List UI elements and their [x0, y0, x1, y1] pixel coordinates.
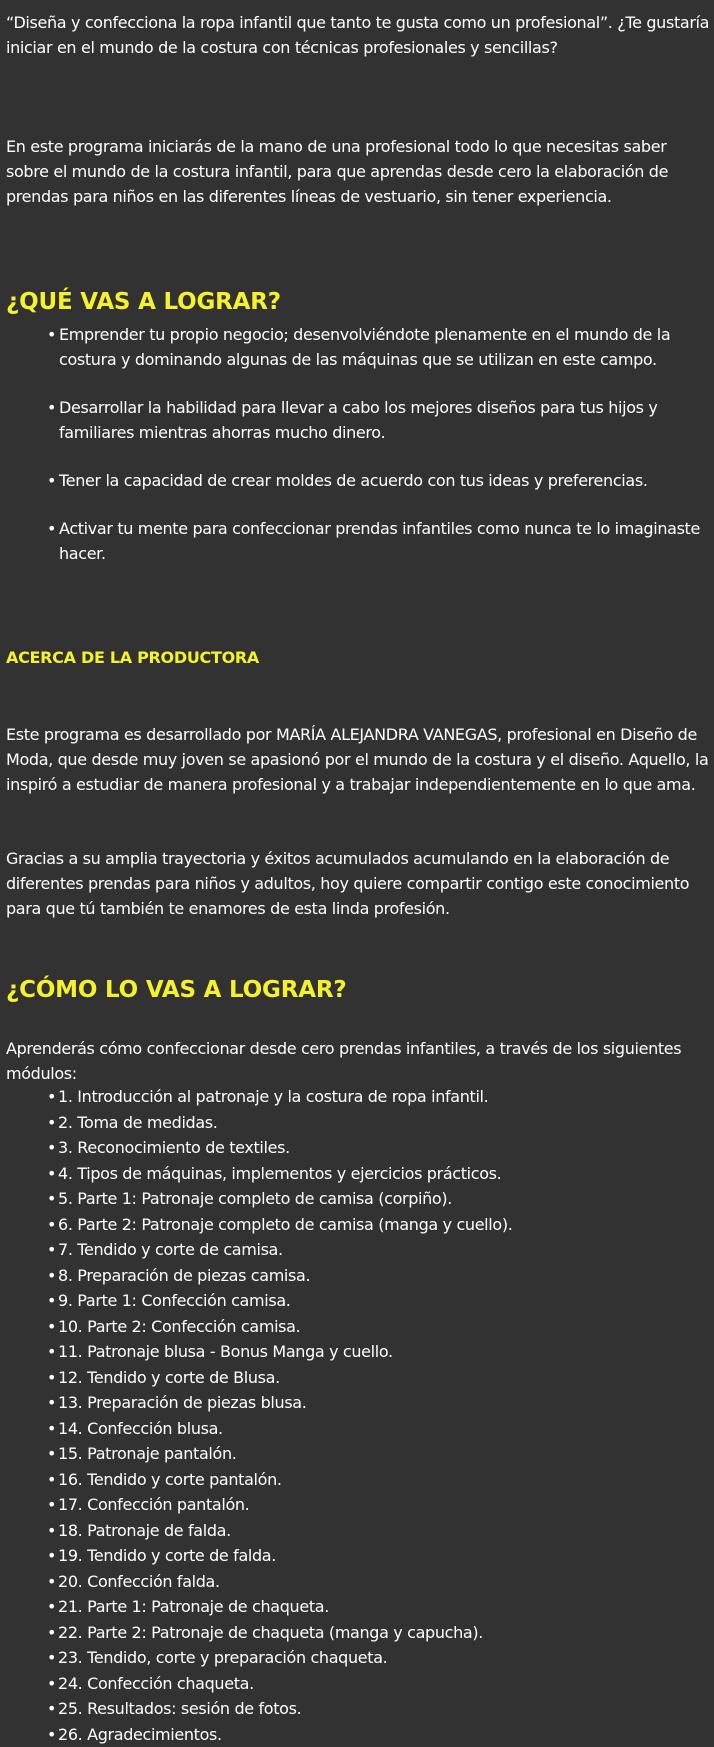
module-item: [0, 1314, 714, 1340]
module-item: [0, 1645, 714, 1671]
bullet: •: [47, 1671, 56, 1697]
module-item: [0, 1186, 714, 1212]
bullet: •: [47, 468, 56, 493]
bullet: •: [47, 1084, 56, 1110]
module-text: 24. Confección chaqueta.: [58, 1674, 254, 1693]
module-text: 1. Introducción al patronaje y la costura de ropa infantil.: [58, 1087, 488, 1106]
module-text: 10. Parte 2: Confección camisa.: [58, 1317, 300, 1336]
bullet: •: [47, 1135, 56, 1161]
module-text: 3. Reconocimiento de textiles.: [58, 1138, 290, 1157]
module-text: 5. Parte 1: Patronaje completo de camisa (corpiño).: [58, 1189, 452, 1208]
bullet: •: [47, 1161, 56, 1187]
bullet: •: [47, 1212, 56, 1238]
module-text: 26. Agradecimientos.: [58, 1725, 222, 1744]
bullet: •: [47, 395, 56, 420]
bullet: •: [47, 1416, 56, 1442]
bullet: •: [47, 1467, 56, 1493]
module-item: [0, 1263, 714, 1289]
module-item: [0, 1416, 714, 1442]
module-item: [0, 1569, 714, 1595]
bullet: •: [47, 1390, 56, 1416]
module-text: 25. Resultados: sesión de fotos.: [58, 1699, 301, 1718]
module-item: [0, 1543, 714, 1569]
bullet: •: [47, 1518, 56, 1544]
goals-list: [0, 322, 714, 566]
bullet: •: [47, 1696, 56, 1722]
module-text: 23. Tendido, corte y preparación chaqueta.: [58, 1648, 387, 1667]
module-item: [0, 1492, 714, 1518]
module-item: [0, 1594, 714, 1620]
module-text: 11. Patronaje blusa - Bonus Manga y cuello.: [58, 1342, 393, 1361]
modules-list: [0, 1084, 714, 1747]
module-item: [0, 1161, 714, 1187]
module-text: 20. Confección falda.: [58, 1572, 220, 1591]
intro-quote: “Diseña y confecciona la ropa infantil que tanto te gusta como un profesional”. ¿Te gustaría iniciar en el mundo de la costura con técnicas profesionales y sencillas?: [6, 10, 710, 60]
bullet: •: [47, 1722, 56, 1747]
goal-item: [0, 395, 714, 445]
module-item: [0, 1390, 714, 1416]
module-text: 4. Tipos de máquinas, implementos y ejercicios prácticos.: [58, 1164, 501, 1183]
module-text: 18. Patronaje de falda.: [58, 1521, 231, 1540]
module-text: 7. Tendido y corte de camisa.: [58, 1240, 283, 1259]
bullet: •: [47, 1314, 56, 1340]
module-item: [0, 1467, 714, 1493]
module-item: [0, 1441, 714, 1467]
module-text: 13. Preparación de piezas blusa.: [58, 1393, 307, 1412]
module-text: 15. Patronaje pantalón.: [58, 1444, 236, 1463]
producer-paragraph-1: Este programa es desarrollado por MARÍA ALEJANDRA VANEGAS, profesional en Diseño de Moda, que desde muy joven se apasionó por el mundo de la costura y el diseño. Aquello, la inspiró a estudiar de manera profesional y a trabajar independientemente en lo que ama.: [6, 722, 710, 797]
module-item: [0, 1288, 714, 1314]
module-text: 9. Parte 1: Confección camisa.: [58, 1291, 291, 1310]
producer-heading: ACERCA DE LA PRODUCTORA: [6, 647, 259, 669]
module-item: [0, 1237, 714, 1263]
goal-text: Tener la capacidad de crear moldes de acuerdo con tus ideas y preferencias.: [59, 471, 648, 490]
goals-heading: ¿QUÉ VAS A LOGRAR?: [6, 288, 281, 316]
bullet: •: [47, 1365, 56, 1391]
bullet: •: [47, 1186, 56, 1212]
bullet: •: [47, 1492, 56, 1518]
bullet: •: [47, 1645, 56, 1671]
bullet: •: [47, 1441, 56, 1467]
module-text: 2. Toma de medidas.: [58, 1113, 218, 1132]
module-text: 16. Tendido y corte pantalón.: [58, 1470, 282, 1489]
bullet: •: [47, 1543, 56, 1569]
how-heading: ¿CÓMO LO VAS A LOGRAR?: [6, 976, 346, 1004]
module-item: [0, 1365, 714, 1391]
module-text: 19. Tendido y corte de falda.: [58, 1546, 276, 1565]
module-item: [0, 1696, 714, 1722]
module-item: [0, 1084, 714, 1110]
module-text: 8. Preparación de piezas camisa.: [58, 1266, 310, 1285]
module-text: 14. Confección blusa.: [58, 1419, 223, 1438]
goal-item: [0, 322, 714, 372]
goal-text: Desarrollar la habilidad para llevar a cabo los mejores diseños para tus hijos y familiares mientras ahorras mucho dinero.: [59, 398, 658, 442]
bullet: •: [47, 1594, 56, 1620]
bullet: •: [47, 516, 56, 541]
module-text: 6. Parte 2: Patronaje completo de camisa (manga y cuello).: [58, 1215, 512, 1234]
bullet: •: [47, 1237, 56, 1263]
module-text: 22. Parte 2: Patronaje de chaqueta (manga y capucha).: [58, 1623, 483, 1642]
module-item: [0, 1722, 714, 1747]
module-item: [0, 1110, 714, 1136]
bullet: •: [47, 1110, 56, 1136]
goal-text: Emprender tu propio negocio; desenvolviéndote plenamente en el mundo de la costura y dominando algunas de las máquinas que se utilizan en este campo.: [59, 325, 670, 369]
module-item: [0, 1620, 714, 1646]
module-text: 12. Tendido y corte de Blusa.: [58, 1368, 280, 1387]
module-text: 21. Parte 1: Patronaje de chaqueta.: [58, 1597, 329, 1616]
module-text: 17. Confección pantalón.: [58, 1495, 249, 1514]
bullet: •: [47, 1288, 56, 1314]
bullet: •: [47, 322, 56, 347]
how-intro: Aprenderás cómo confeccionar desde cero prendas infantiles, a través de los siguientes módulos:: [6, 1036, 710, 1086]
module-item: [0, 1518, 714, 1544]
module-item: [0, 1671, 714, 1697]
goal-item: [0, 468, 714, 493]
intro-program: En este programa iniciarás de la mano de una profesional todo lo que necesitas saber sobre el mundo de la costura infantil, para que aprendas desde cero la elaboración de prendas para niños en las diferentes líneas de vestuario, sin tener experiencia.: [6, 134, 710, 209]
bullet: •: [47, 1620, 56, 1646]
producer-paragraph-2: Gracias a su amplia trayectoria y éxitos acumulados acumulando en la elaboración de diferentes prendas para niños y adultos, hoy quiere compartir contigo este conocimiento para que tú también te enamores de esta linda profesión.: [6, 846, 710, 921]
bullet: •: [47, 1339, 56, 1365]
goal-text: Activar tu mente para confeccionar prendas infantiles como nunca te lo imaginaste hacer.: [59, 519, 700, 563]
goal-item: [0, 516, 714, 566]
module-item: [0, 1135, 714, 1161]
module-item: [0, 1339, 714, 1365]
bullet: •: [47, 1569, 56, 1595]
module-item: [0, 1212, 714, 1238]
bullet: •: [47, 1263, 56, 1289]
